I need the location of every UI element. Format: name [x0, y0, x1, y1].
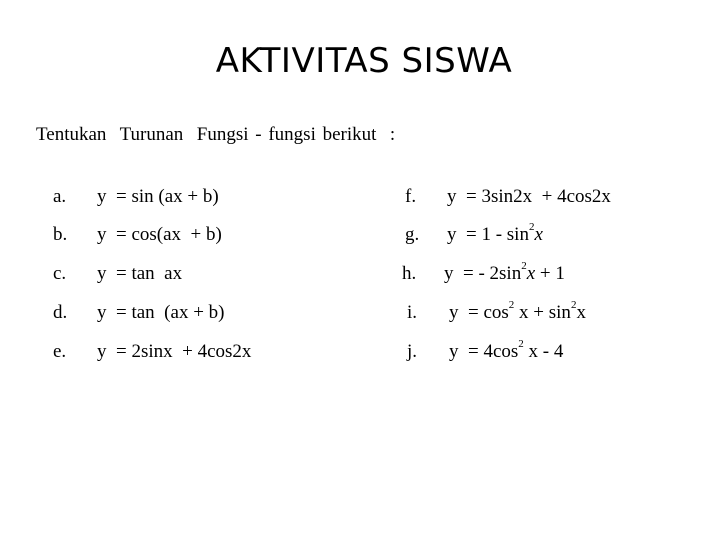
problem-label: i. — [407, 302, 418, 323]
problem-expression-tail: x - 4 — [523, 341, 564, 362]
problem-e — [34, 323, 251, 380]
problem-expression: y = cos — [449, 302, 509, 323]
problem-label: e. — [53, 341, 67, 362]
problem-expression-mid: x + sin — [514, 302, 571, 323]
problem-label: d. — [53, 302, 68, 323]
slide-title: AKTIVITAS SISWA — [215, 41, 513, 81]
exponent: 2 — [570, 299, 577, 311]
problem-label: f. — [405, 186, 417, 207]
problem-expression: y = cos(ax + b) — [97, 224, 222, 245]
problem-expression: y = tan (ax + b) — [97, 302, 225, 323]
problem-expression: y = sin (ax + b) — [97, 186, 219, 207]
problem-expression-tail: x — [576, 302, 586, 323]
problem-expression: y = - 2sin — [444, 263, 522, 284]
problem-variable: x — [534, 224, 543, 245]
problem-variable: x — [526, 263, 536, 284]
problem-expression: y = 4cos — [449, 341, 519, 362]
exponent: 2 — [518, 338, 524, 350]
instruction-text: Tentukan Turunan Fungsi - fungsi berikut : — [36, 124, 396, 145]
problem-expression: y = tan ax — [97, 263, 183, 284]
problem-expression: y = 1 - sin — [447, 224, 529, 245]
problem-expression: y = 3sin2x + 4cos2x — [447, 186, 611, 207]
problem-label: a. — [53, 186, 67, 207]
problem-label: c. — [53, 263, 67, 284]
problem-label: h. — [402, 263, 417, 284]
exponent: 2 — [528, 221, 535, 233]
problem-expression: y = 2sinx + 4cos2x — [97, 341, 252, 362]
problem-expression-tail: + 1 — [535, 263, 565, 284]
problem-j — [388, 323, 563, 380]
problem-label: b. — [53, 224, 68, 245]
exponent: 2 — [508, 299, 515, 311]
problem-label: j. — [407, 341, 418, 362]
exponent: 2 — [521, 260, 527, 272]
problem-label: g. — [405, 224, 420, 245]
